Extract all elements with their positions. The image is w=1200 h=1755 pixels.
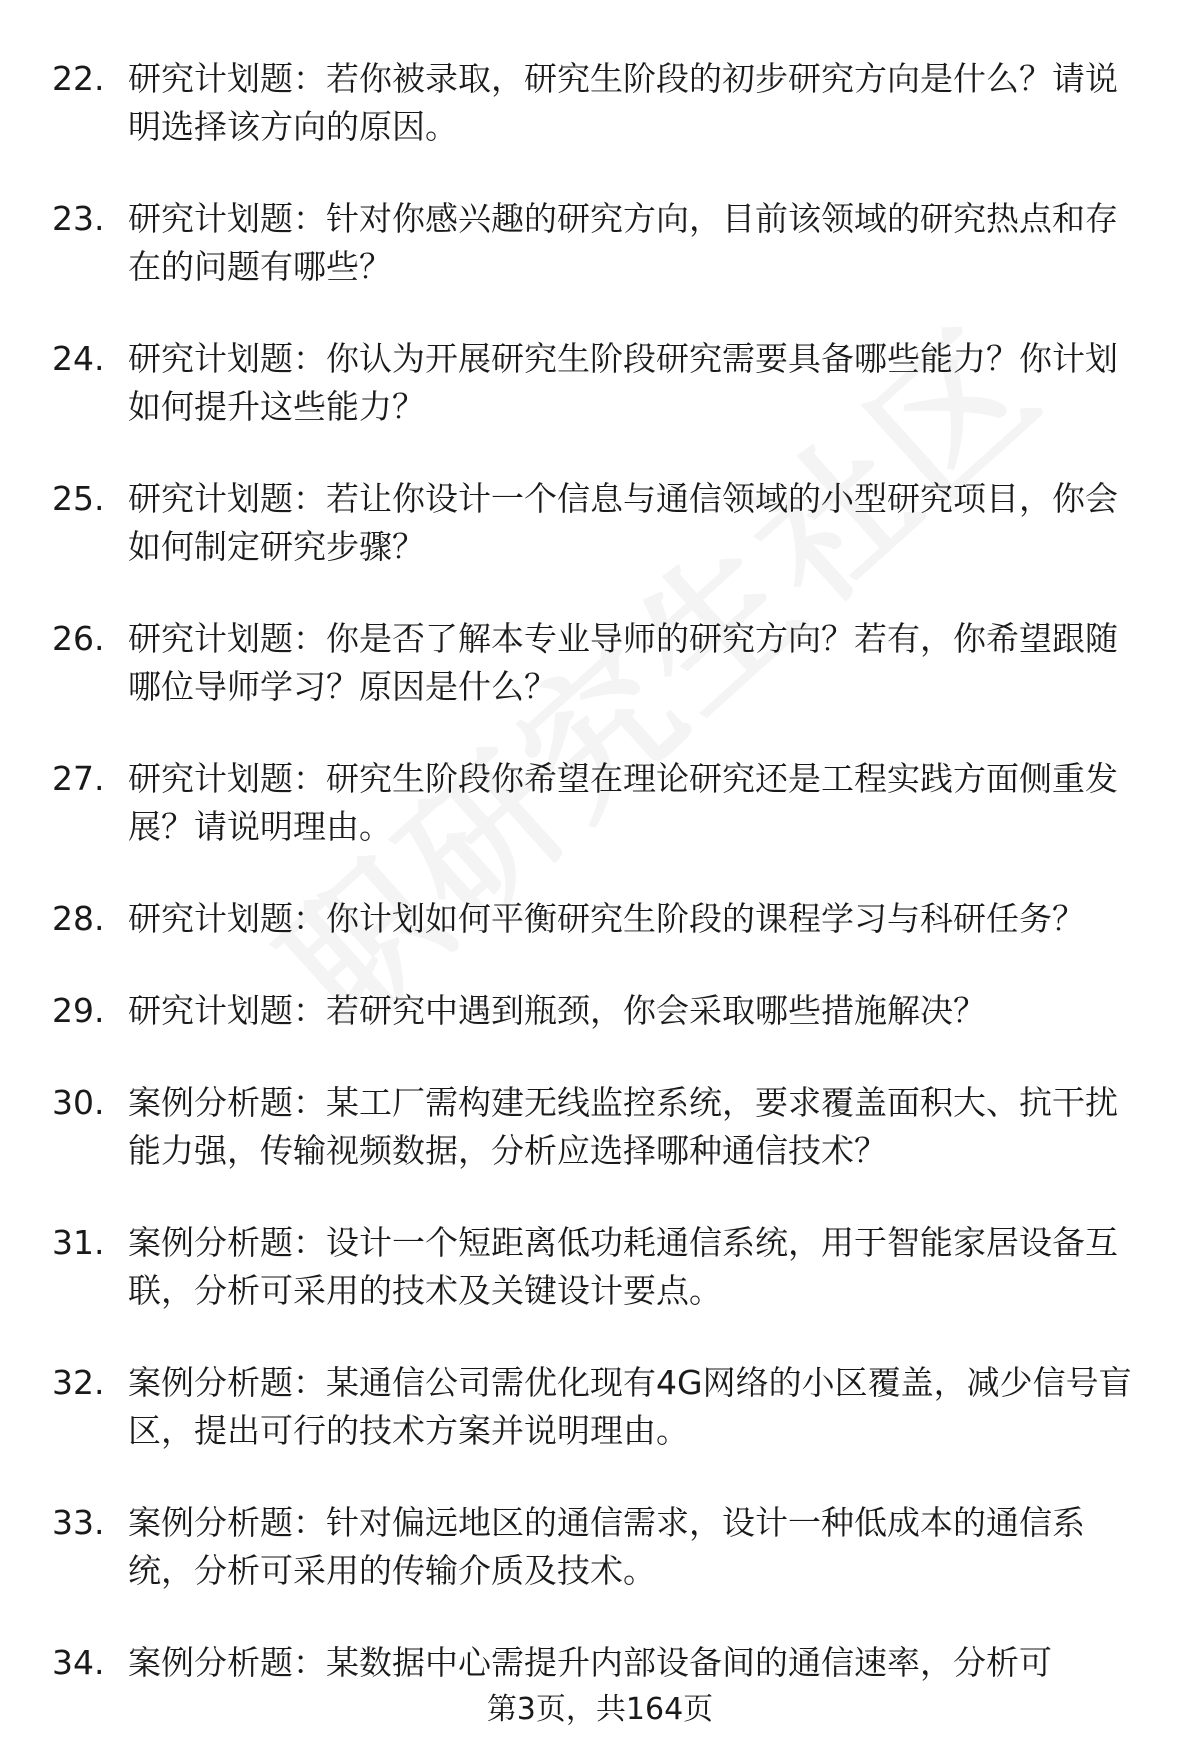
question-number: 22. [52,59,105,98]
question-number: 28. [52,899,105,938]
question-text: 案例分析题：设计一个短距离低功耗通信系统，用于智能家居设备互联，分析可采用的技术及关键设计要点。 [128,1223,1118,1310]
list-item [0,615,1200,711]
question-number: 27. [52,759,105,798]
list-item [0,1079,1200,1175]
question-text: 研究计划题：你认为开展研究生阶段研究需要具备哪些能力？你计划如何提升这些能力？ [128,339,1118,426]
question-number: 30. [52,1083,105,1122]
list-item [0,1219,1200,1315]
question-number: 32. [52,1363,105,1402]
question-number: 24. [52,339,105,378]
list-item [0,335,1200,431]
list-item [0,1639,1200,1687]
list-item [0,895,1200,943]
question-number: 33. [52,1503,105,1542]
list-item [0,195,1200,291]
question-number: 29. [52,991,105,1030]
question-number: 23. [52,199,105,238]
list-item [0,475,1200,571]
question-text: 研究计划题：你计划如何平衡研究生阶段的课程学习与科研任务？ [128,899,1085,938]
question-number: 26. [52,619,105,658]
list-item [0,55,1200,151]
question-text: 案例分析题：某通信公司需优化现有4G网络的小区覆盖，减少信号盲区，提出可行的技术方案并说明理由。 [128,1363,1132,1450]
question-list [0,55,1200,1731]
question-text: 案例分析题：某数据中心需提升内部设备间的通信速率，分析可 [128,1643,1052,1682]
question-number: 31. [52,1223,105,1262]
list-item [0,1499,1200,1595]
question-text: 研究计划题：针对你感兴趣的研究方向，目前该领域的研究热点和存在的问题有哪些？ [128,199,1118,286]
question-number: 34. [52,1643,105,1682]
question-text: 研究计划题：若你被录取，研究生阶段的初步研究方向是什么？请说明选择该方向的原因。 [128,59,1118,146]
page-footer: 第3页，共164页 [486,1692,714,1727]
question-text: 研究计划题：若让你设计一个信息与通信领域的小型研究项目，你会如何制定研究步骤？ [128,479,1118,566]
question-text: 研究计划题：你是否了解本专业导师的研究方向？若有，你希望跟随哪位导师学习？原因是什么？ [128,619,1118,706]
question-text: 研究计划题：若研究中遇到瓶颈，你会采取哪些措施解决？ [128,991,986,1030]
list-item [0,987,1200,1035]
list-item [0,755,1200,851]
list-item [0,1359,1200,1455]
question-text: 研究计划题：研究生阶段你希望在理论研究还是工程实践方面侧重发展？请说明理由。 [128,759,1118,846]
question-text: 案例分析题：某工厂需构建无线监控系统，要求覆盖面积大、抗干扰能力强，传输视频数据，分析应选择哪种通信技术？ [128,1083,1118,1170]
question-number: 25. [52,479,105,518]
question-text: 案例分析题：针对偏远地区的通信需求，设计一种低成本的通信系统，分析可采用的传输介质及技术。 [128,1503,1085,1590]
